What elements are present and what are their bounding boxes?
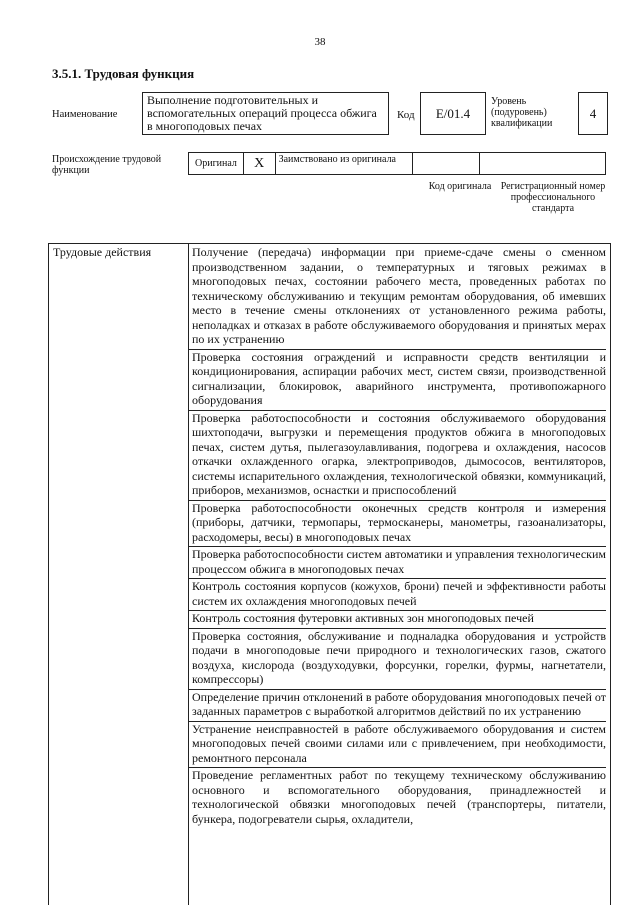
reg-number-label: Регистрационный номер профессионального стандарта <box>500 181 606 214</box>
reg-number-cell <box>480 153 605 174</box>
code-value: E/01.4 <box>435 105 471 121</box>
level-box <box>578 92 608 135</box>
action-item: Проверка работоспособности и состояния обслуживаемого оборудования шихтоподачи, выгрузки и перемещения продуктов обжига в многоподовых печах, систем дутья, пылегазоулавливания, подогрева и охлаждения, насосов откачки охлажденного огарка, электроприводов, дымососов, вентиляторов, системы испарительного охлаждения, технологической обвязки, коммуникаций, приборов, механизмов, оснастки и приспособлений <box>188 411 606 501</box>
origin-table <box>188 152 606 175</box>
actions-list <box>192 245 606 828</box>
action-item: Проверка работоспособности оконечных средств контроля и измерения (приборы, датчики, термопары, термосканеры, манометры, газоанализаторы, расходомеры, весы) в многоподовых печах <box>188 501 606 548</box>
actions-label: Трудовые действия <box>53 245 152 259</box>
page-number: 38 <box>314 36 326 48</box>
code-original-label: Код оригинала <box>428 181 492 192</box>
original-mark-cell <box>244 153 276 174</box>
borrowed-cell <box>276 153 413 174</box>
function-name: Выполнение подготовительных и вспомогательных операций процесса обжига в многоподовых печах <box>147 93 377 133</box>
name-label: Наименование <box>52 109 118 120</box>
original-label: Оригинал <box>195 158 237 169</box>
code-box <box>420 92 486 135</box>
action-item: Контроль состояния футеровки активных зон многоподовых печей <box>188 611 606 629</box>
section-title: 3.5.1. Трудовая функция <box>52 66 195 81</box>
original-mark: X <box>254 155 265 171</box>
action-item: Проверка состояния, обслуживание и подналадка оборудования и устройств подачи в многоподовые печи природного и технологических газов, сжатого воздуха, кислорода (воздуходувки, форсунки, горелки, фурмы, нагнетатели, компрессоры) <box>188 629 606 690</box>
action-item: Проведение регламентных работ по текущему техническому обслуживанию основного и вспомогательного оборудования, принадлежностей и технологической обвязки многоподовых печей (транспортеры, питатели, бункера, подогреватели сырья, охладители, <box>192 768 606 826</box>
action-item: Получение (передача) информации при приеме-сдаче смены о сменном производственном задании, о температурных и тяговых режимах в многоподовых печах, состоянии рабочего места, проведенных работах по техническому обслуживанию и текущим ремонтам оборудования, об имевших место в течение смены отклонениях от установленного режима работы, неполадках и отказах в работе обслуживаемого оборудования и принятых мерах по их устранению <box>188 245 606 350</box>
level-label: Уровень (подуровень) квалификации <box>491 96 553 129</box>
action-item: Определение причин отклонений в работе оборудования многоподовых печей от заданных параметров с выработкой алгоритмов действий по их устранению <box>188 690 606 722</box>
function-name-box <box>142 92 389 135</box>
origin-label: Происхождение трудовой функции <box>52 154 162 176</box>
action-item: Контроль состояния корпусов (кожухов, брони) печей и эффективности работы систем их охлаждения многоподовых печей <box>188 579 606 611</box>
code-label: Код <box>397 109 415 121</box>
borrowed-label: Заимствовано из оригинала <box>278 154 396 165</box>
level-value: 4 <box>589 105 597 121</box>
code-original-cell <box>413 153 480 174</box>
action-item: Проверка работоспособности систем автоматики и управления технологическим процессом обжига в многоподовых печах <box>188 547 606 579</box>
action-item: Устранение неисправностей в работе обслуживаемого оборудования и систем многоподовых печей своими силами или с привлечением, при необходимости, ремонтного персонала <box>188 722 606 769</box>
action-item: Проверка состояния ограждений и исправности средств вентиляции и кондиционирования, аспирации рабочих мест, систем связи, производственной сигнализации, блокировок, аварийного инструмента, противопожарного оборудования <box>188 350 606 411</box>
original-cell <box>189 153 244 174</box>
